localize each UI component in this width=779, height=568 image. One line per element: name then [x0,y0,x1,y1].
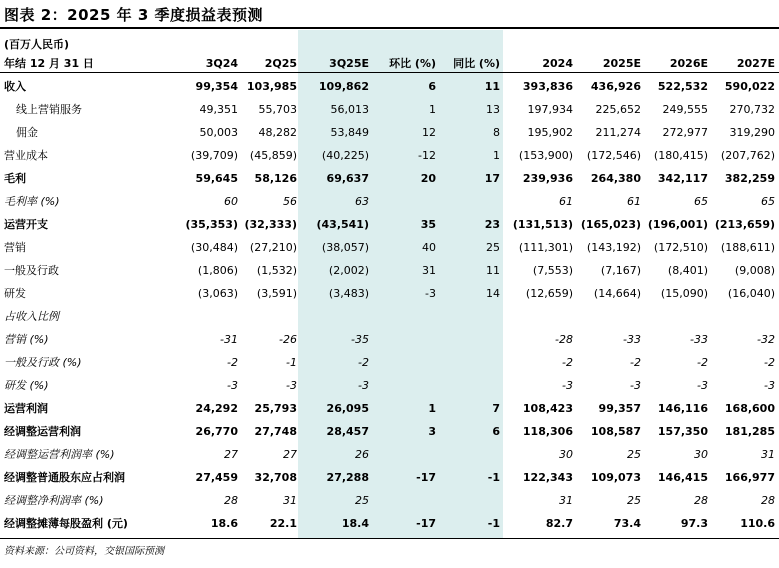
table-cell: 118,306 [522,425,573,438]
table-cell: (7,167) [600,264,641,277]
table-cell: 25 [627,448,641,461]
table-cell: 61 [627,195,641,208]
table-cell: -12 [418,149,436,162]
table-cell: (3,483) [328,287,369,300]
table-cell: (27,210) [249,241,297,254]
table-cell: 99,354 [195,80,238,93]
table-row [0,374,779,397]
table-cell: 108,423 [522,402,573,415]
table-cell: 18.6 [210,517,238,530]
table-cell: (111,301) [518,241,573,254]
table-cell: 146,415 [657,471,708,484]
table-cell: 436,926 [590,80,641,93]
table-cell: 382,259 [724,172,775,185]
table-cell: 65 [761,195,775,208]
table-cell: 13 [486,103,500,116]
table-cell: (3,591) [256,287,297,300]
table-row [0,397,779,420]
row-label: 营销 [4,241,26,254]
table-cell: 27,748 [254,425,297,438]
table-cell: 28 [694,494,708,507]
table-cell: (165,023) [580,218,641,231]
table-cell: -33 [623,333,641,346]
table-cell: 1 [428,402,436,415]
table-cell: 18.4 [341,517,369,530]
header-row-label: 年结 12 月 31 日 [4,57,94,70]
row-label: 经调整运营利润 [4,425,81,438]
table-cell: 14 [486,287,500,300]
table-cell: -2 [697,356,708,369]
table-cell: (9,008) [734,264,775,277]
table-cell: -17 [416,517,436,530]
table-row [0,282,779,305]
table-cell: (172,546) [586,149,641,162]
table-cell: 225,652 [595,103,641,116]
table-cell: 211,274 [595,126,641,139]
table-cell: (213,659) [714,218,775,231]
table-cell: 26,770 [195,425,238,438]
row-label: 一般及行政 [4,264,59,277]
table-cell: (207,762) [720,149,775,162]
table-cell: 69,637 [326,172,369,185]
table-cell: 342,117 [657,172,708,185]
table-cell: 65 [694,195,708,208]
table-cell: (7,553) [532,264,573,277]
table-cell: 7 [492,402,500,415]
row-label: 研发 (%) [4,379,49,392]
table-cell: 28 [224,494,238,507]
table-cell: 30 [694,448,708,461]
column-header: 同比 (%) [453,57,500,70]
table-cell: 22.1 [269,517,297,530]
row-label: 毛利率 (%) [4,195,60,208]
table-row [0,144,779,167]
column-header: 2026E [669,57,708,70]
table-cell: 195,902 [527,126,573,139]
table-cell: 31 [559,494,573,507]
table-cell: -3 [425,287,436,300]
table-row [0,98,779,121]
table-cell: -2 [562,356,573,369]
table-cell: -32 [757,333,775,346]
table-cell: 8 [493,126,500,139]
row-label: 一般及行政 (%) [4,356,82,369]
table-cell: 25,793 [254,402,297,415]
table-cell: (1,532) [256,264,297,277]
table-cell: (188,611) [720,241,775,254]
table-cell: 28 [761,494,775,507]
column-header: 环比 (%) [389,57,436,70]
table-cell: -3 [227,379,238,392]
table-cell: 393,836 [522,80,573,93]
table-cell: (15,090) [660,287,708,300]
row-label: 营销 (%) [4,333,49,346]
row-label: 运营开支 [4,218,48,231]
row-label: 运营利润 [4,402,48,415]
table-cell: -2 [764,356,775,369]
table-cell: 272,977 [662,126,708,139]
table-cell: 270,732 [729,103,775,116]
column-header: 2025E [602,57,641,70]
table-cell: 59,645 [195,172,238,185]
table-cell: -3 [562,379,573,392]
table-cell: 11 [484,80,500,93]
header-rule [0,72,779,73]
table-cell: (12,659) [525,287,573,300]
row-label: 毛利 [4,172,26,185]
table-row [0,259,779,282]
table-cell: 25 [355,494,369,507]
table-row [0,305,779,328]
table-cell: 11 [486,264,500,277]
column-header: 2027E [736,57,775,70]
table-cell: 23 [484,218,500,231]
source-note: 资料来源：公司资料，交银国际预测 [4,546,164,557]
table-cell: (39,709) [190,149,238,162]
table-cell: 25 [486,241,500,254]
table-row [0,167,779,190]
table-cell: -1 [286,356,297,369]
table-cell: 63 [355,195,369,208]
table-cell: (38,057) [321,241,369,254]
table-cell: 99,357 [598,402,641,415]
table-cell: 122,343 [522,471,573,484]
table-cell: -3 [358,379,369,392]
table-cell: 27,288 [326,471,369,484]
table-cell: 239,936 [522,172,573,185]
table-cell: (172,510) [653,241,708,254]
table-cell: (143,192) [586,241,641,254]
table-cell: 27 [224,448,238,461]
table-cell: 35 [420,218,436,231]
table-cell: 26,095 [326,402,369,415]
table-cell: (35,353) [185,218,238,231]
table-cell: (153,900) [518,149,573,162]
table-row [0,351,779,374]
table-cell: 17 [484,172,500,185]
table-cell: 30 [559,448,573,461]
row-label: 收入 [4,80,26,93]
table-cell: (1,806) [197,264,238,277]
table-cell: 26 [355,448,369,461]
table-cell: -31 [220,333,238,346]
table-cell: (32,333) [244,218,297,231]
table-row [0,466,779,489]
table-cell: 168,600 [724,402,775,415]
table-cell: 55,703 [258,103,297,116]
table-cell: 110.6 [740,517,775,530]
table-cell: 1 [429,103,436,116]
table-cell: 50,003 [199,126,238,139]
table-cell: 31 [283,494,297,507]
table-cell: 319,290 [729,126,775,139]
table-cell: 97.3 [680,517,708,530]
table-cell: 197,934 [527,103,573,116]
table-cell: -3 [630,379,641,392]
table-cell: 31 [761,448,775,461]
row-label: 线上营销服务 [16,103,82,116]
table-cell: (30,484) [190,241,238,254]
column-header: 3Q25E [329,57,369,70]
table-row [0,75,779,98]
table-cell: (3,063) [197,287,238,300]
table-row [0,489,779,512]
column-header: 3Q24 [205,57,238,70]
table-cell: (2,002) [328,264,369,277]
table-cell: (16,040) [727,287,775,300]
table-cell: 31 [422,264,436,277]
table-cell: (14,664) [593,287,641,300]
table-cell: (8,401) [667,264,708,277]
table-cell: -33 [690,333,708,346]
table-cell: (196,001) [647,218,708,231]
row-label: 经调整普通股东应占利润 [4,471,125,484]
table-cell: 522,532 [657,80,708,93]
table-cell: 157,350 [657,425,708,438]
table-row [0,420,779,443]
unit-label: (百万人民币) [4,38,70,51]
row-label: 经调整运营利润率 (%) [4,448,115,461]
table-cell: -2 [227,356,238,369]
table-row [0,328,779,351]
table-cell: -3 [697,379,708,392]
table-cell: 590,022 [724,80,775,93]
table-cell: -26 [279,333,297,346]
row-label: 研发 [4,287,26,300]
table-cell: 53,849 [330,126,369,139]
table-row [0,121,779,144]
table-cell: 27 [283,448,297,461]
table-cell: 249,555 [662,103,708,116]
table-cell: 181,285 [724,425,775,438]
table-cell: (131,513) [512,218,573,231]
table-cell: 146,116 [657,402,708,415]
table-row [0,190,779,213]
table-cell: 166,977 [724,471,775,484]
table-cell: 1 [493,149,500,162]
table-cell: 60 [224,195,238,208]
table-cell: -17 [416,471,436,484]
table-cell: 6 [428,80,436,93]
row-label: 占收入比例 [4,310,59,323]
table-cell: 108,587 [590,425,641,438]
table-cell: 103,985 [246,80,297,93]
table-cell: (43,541) [316,218,369,231]
bottom-rule [0,538,779,539]
row-label: 佣金 [16,126,38,139]
table-cell: -3 [764,379,775,392]
table-cell: -35 [351,333,369,346]
figure-title: 图表 2：2025 年 3 季度损益表预测 [4,6,264,24]
table-cell: 109,862 [318,80,369,93]
table-cell: 27,459 [195,471,238,484]
table-cell: -2 [358,356,369,369]
table-row [0,213,779,236]
table-row [0,512,779,535]
table-cell: 40 [422,241,436,254]
table-cell: 3 [428,425,436,438]
table-cell: 6 [492,425,500,438]
table-cell: -1 [487,517,500,530]
table-cell: -2 [630,356,641,369]
column-header: 2024 [542,57,573,70]
table-cell: 20 [420,172,436,185]
table-cell: 82.7 [545,517,573,530]
table-cell: 56 [283,195,297,208]
table-cell: 58,126 [254,172,297,185]
table-row [0,443,779,466]
table-cell: 48,282 [258,126,297,139]
table-cell: -28 [555,333,573,346]
table-cell: 73.4 [613,517,641,530]
table-cell: -1 [487,471,500,484]
row-label: 经调整净利润率 (%) [4,494,104,507]
table-cell: (40,225) [321,149,369,162]
top-rule [0,27,779,29]
column-header: 2Q25 [264,57,297,70]
table-cell: 25 [627,494,641,507]
table-cell: 49,351 [199,103,238,116]
row-label: 营业成本 [4,149,48,162]
table-cell: -3 [286,379,297,392]
table-cell: 32,708 [254,471,297,484]
table-cell: 24,292 [195,402,238,415]
row-label: 经调整摊薄每股盈利 (元) [4,517,128,530]
table-cell: 109,073 [590,471,641,484]
table-cell: (45,859) [249,149,297,162]
table-row [0,236,779,259]
table-cell: (180,415) [653,149,708,162]
table-cell: 56,013 [330,103,369,116]
table-cell: 264,380 [590,172,641,185]
table-cell: 61 [559,195,573,208]
table-cell: 12 [422,126,436,139]
table-cell: 28,457 [326,425,369,438]
